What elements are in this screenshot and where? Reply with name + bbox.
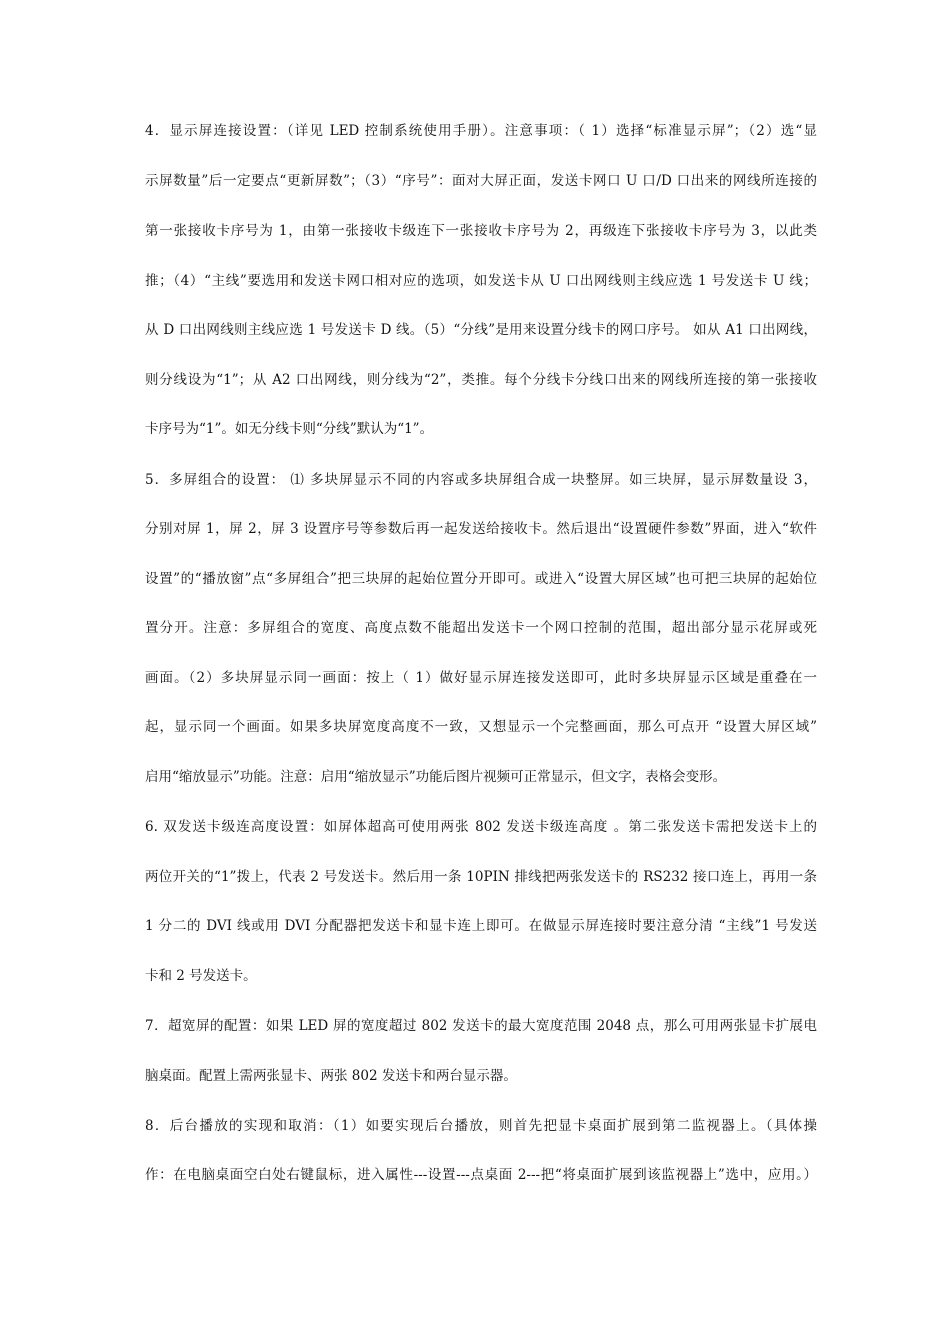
paragraph-6-line-4: 卡和 2 号发送卡。 <box>145 968 257 984</box>
paragraph-4-line-3: 第一张接收卡序号为 1，由第一张接收卡级连下一张接收卡序号为 2，再级连下张接收卡序号为 3，以此类 <box>145 223 817 239</box>
paragraph-6-line-1: 6. 双发送卡级连高度设置：如屏体超高可使用两张 802 发送卡级连高度 。第二张发送卡需把发送卡上的 <box>145 819 817 835</box>
paragraph-8-line-2: 作：在电脑桌面空白处右键鼠标，进入属性---设置---点桌面 2---把“将桌面扩展到该监视器上”选中，应用。） <box>145 1167 817 1183</box>
paragraph-5-line-7: 启用“缩放显示”功能。注意：启用“缩放显示”功能后图片视频可正常显示，但文字，表格会变形。 <box>145 769 727 785</box>
paragraph-4-line-4: 推；（4）“主线”要选用和发送卡网口相对应的选项，如发送卡从 U 口出网线则主线应选 1 号发送卡 U 线； <box>145 273 817 289</box>
paragraph-5-line-4: 置分开。注意：多屏组合的宽度、高度点数不能超出发送卡一个网口控制的范围，超出部分显示花屏或死 <box>145 620 817 636</box>
paragraph-4-line-5: 从 D 口出网线则主线应选 1 号发送卡 D 线。（5）“分线”是用来设置分线卡的网口序号。 如从 A1 口出网线， <box>145 322 817 338</box>
paragraph-7-line-2: 脑桌面。配置上需两张显卡、两张 802 发送卡和两台显示器。 <box>145 1068 517 1084</box>
paragraph-5-line-5: 画面。（2）多块屏显示同一画面：按上（ 1）做好显示屏连接发送即可，此时多块屏显示区域是重叠在一 <box>145 670 817 686</box>
paragraph-5-line-6: 起，显示同一个画面。如果多块屏宽度高度不一致，又想显示一个完整画面，那么可点开 “设置大屏区域” <box>145 719 817 735</box>
paragraph-5-line-2: 分别对屏 1，屏 2，屏 3 设置序号等参数后再一起发送给接收卡。然后退出“设置硬件参数”界面，进入“软件 <box>145 521 817 537</box>
paragraph-5-line-3: 设置”的“播放窗”点“多屏组合”把三块屏的起始位置分开即可。或进入“设置大屏区域”也可把三块屏的起始位 <box>145 571 817 587</box>
paragraph-6-line-3: 1 分二的 DVI 线或用 DVI 分配器把发送卡和显卡连上即可。在做显示屏连接时要注意分清 “主线”1 号发送 <box>145 918 817 934</box>
paragraph-4-line-1: 4．显示屏连接设置：（详见 LED 控制系统使用手册）。注意事项：（ 1）选择“标准显示屏”；（2）选“显 <box>145 123 817 139</box>
paragraph-8-line-1: 8．后台播放的实现和取消：（1）如要实现后台播放，则首先把显卡桌面扩展到第二监视器上。（具体操 <box>145 1118 817 1134</box>
paragraph-4-line-2: 示屏数量”后一定要点“更新屏数”；（3）“序号”：面对大屏正面，发送卡网口 U 口/D 口出来的网线所连接的 <box>145 173 817 189</box>
paragraph-4-line-7: 卡序号为“1”。如无分线卡则“分线”默认为“1”。 <box>145 421 434 437</box>
paragraph-5-line-1: 5．多屏组合的设置： ⑴ 多块屏显示不同的内容或多块屏组合成一块整屏。如三块屏，显示屏数量设 3， <box>145 472 817 488</box>
paragraph-4-line-6: 则分线设为“1”；从 A2 口出网线，则分线为“2”，类推。每个分线卡分线口出来的网线所连接的第一张接收 <box>145 372 817 388</box>
paragraph-6-line-2: 两位开关的“1”拨上，代表 2 号发送卡。然后用一条 10PIN 排线把两张发送卡的 RS232 接口连上，再用一条 <box>145 869 817 885</box>
paragraph-7-line-1: 7．超宽屏的配置：如果 LED 屏的宽度超过 802 发送卡的最大宽度范围 2048 点，那么可用两张显卡扩展电 <box>145 1018 817 1034</box>
